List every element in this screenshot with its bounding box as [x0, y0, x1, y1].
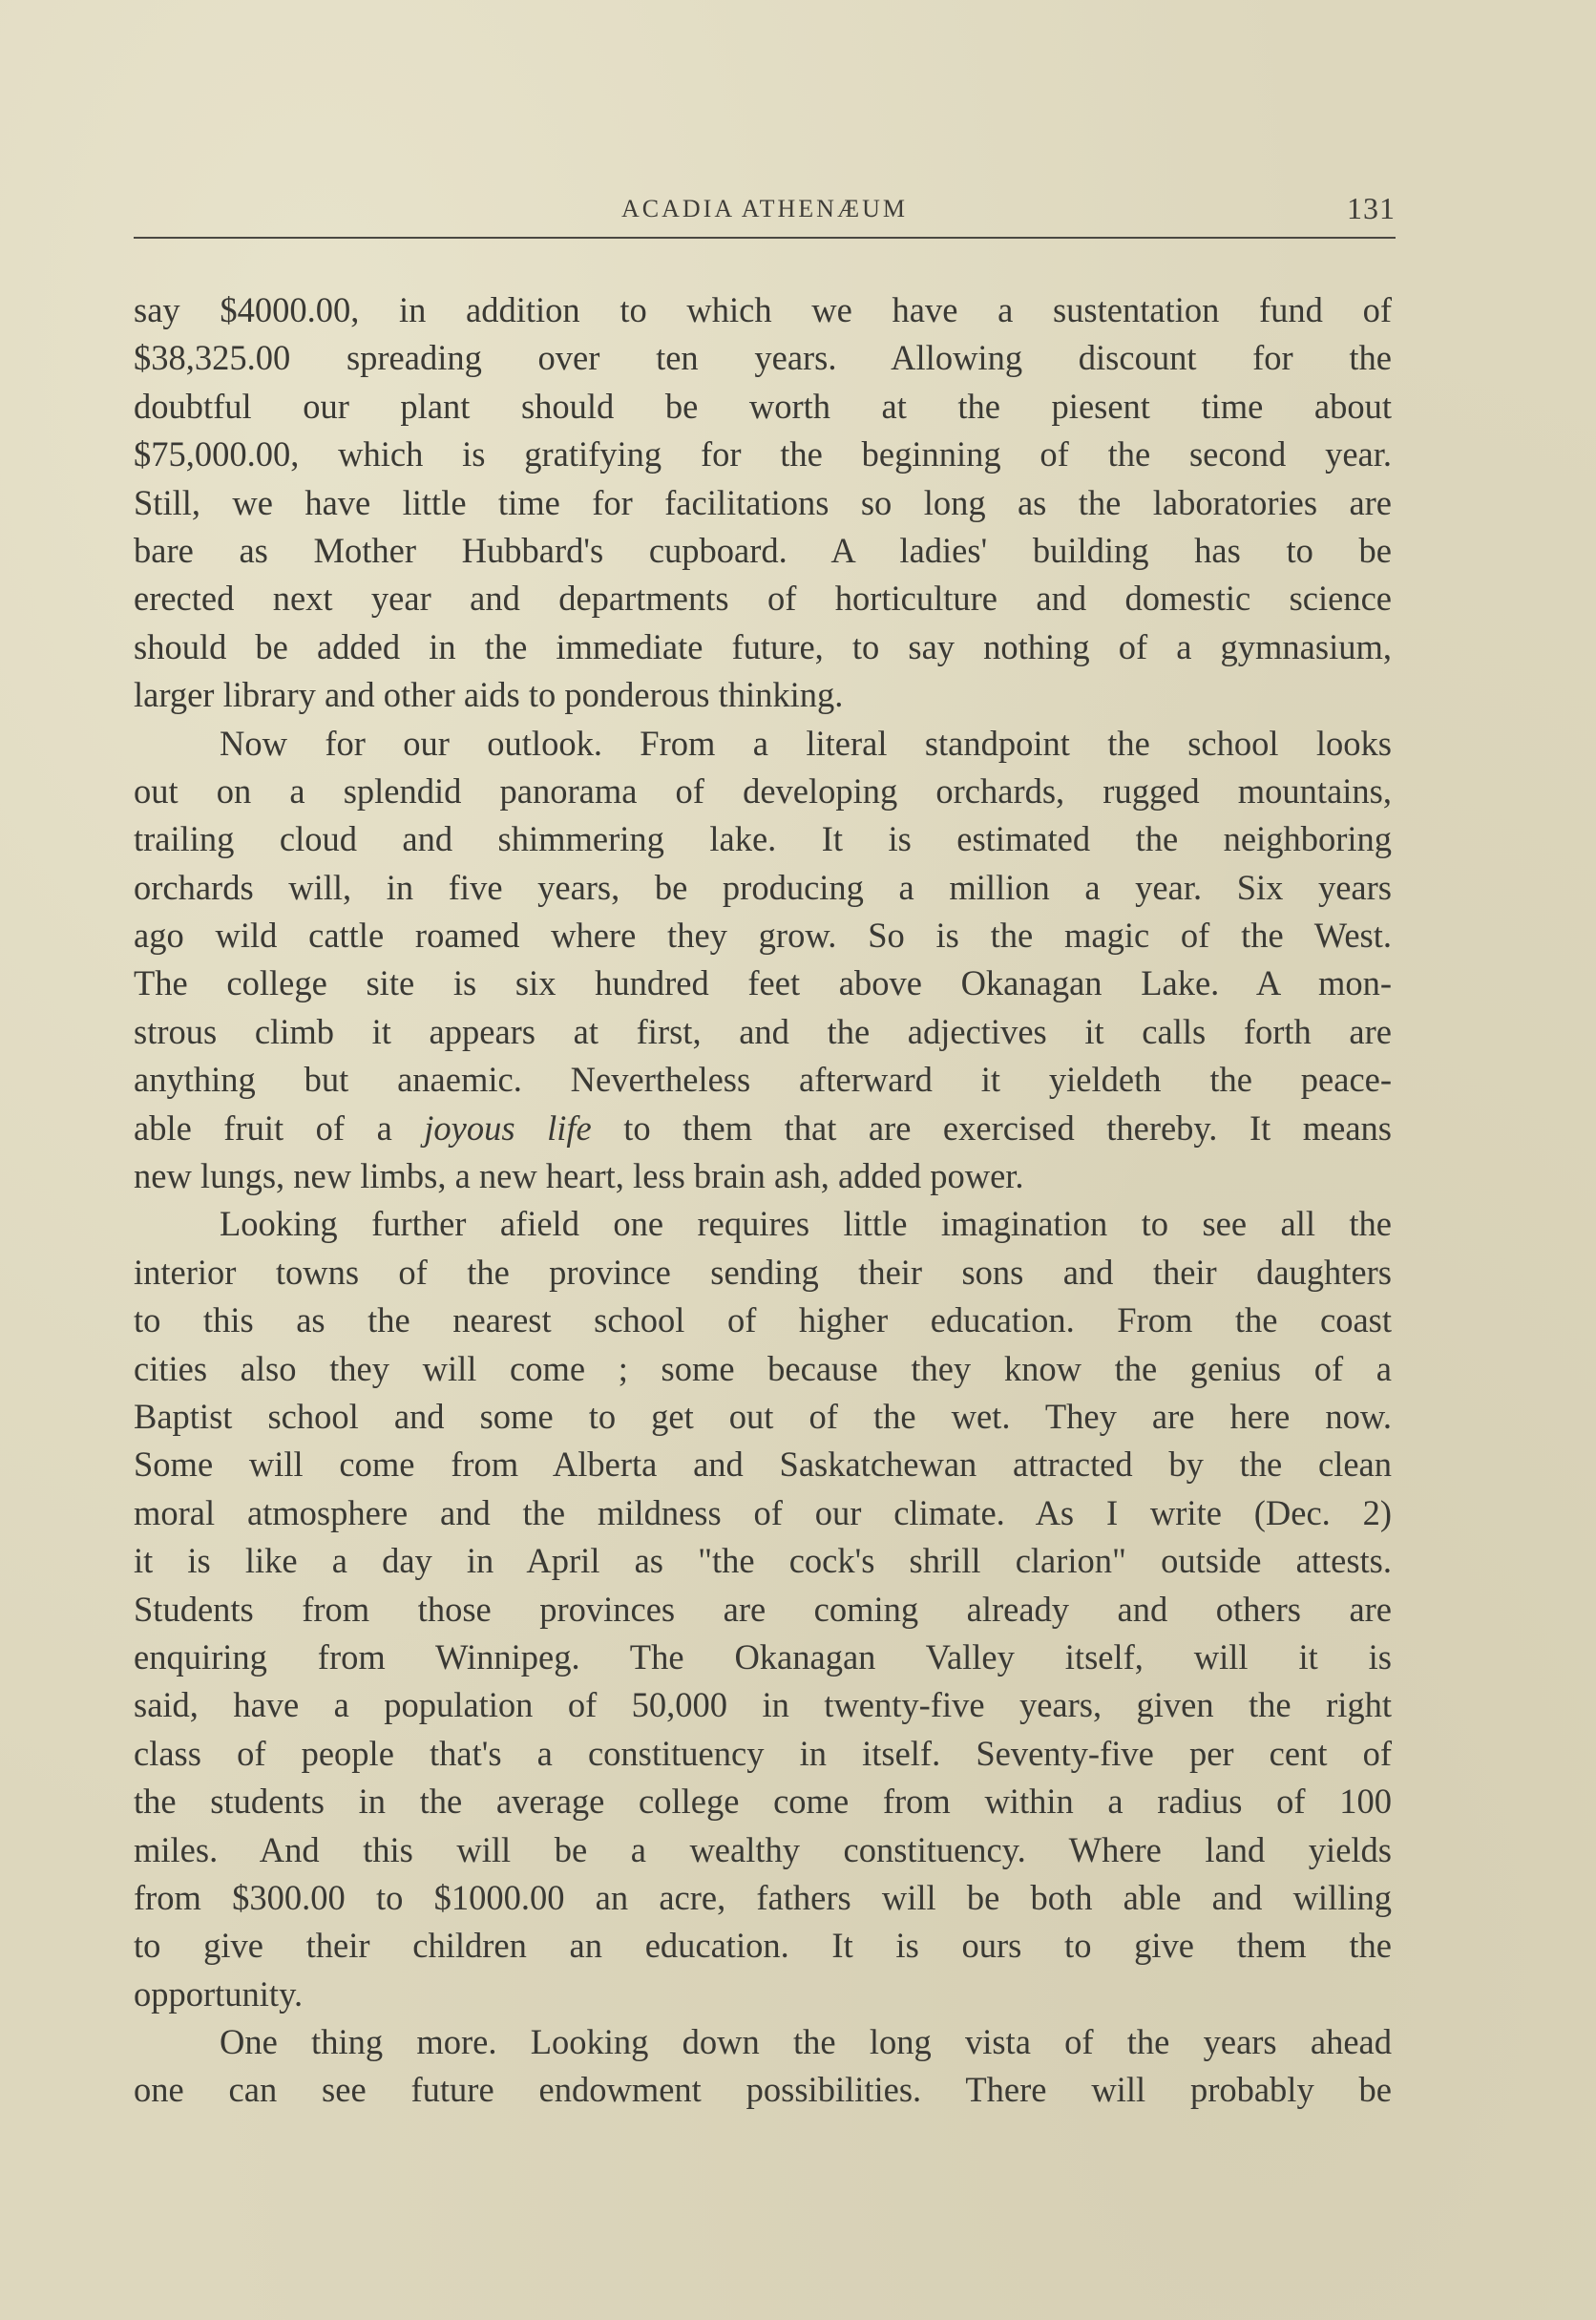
text-line: doubtful our plant should be worth at the piesent time about: [134, 386, 1392, 426]
paragraph-4: [134, 2018, 1392, 2115]
running-title: ACADIA ATHENÆUM: [621, 195, 908, 222]
text-line: say $4000.00, in addition to which we have a sustentation fund of: [134, 290, 1392, 329]
text-line: out on a splendid panorama of developing orchards, rugged mountains,: [134, 770, 1392, 811]
text-line: Still, we have little time for facilitations so long as the laboratories are: [134, 482, 1392, 522]
text-line: new lungs, new limbs, a new heart, less brain ash, added power.: [134, 1156, 1024, 1196]
text-line: said, have a population of 50,000 in twenty-five years, given the right: [134, 1685, 1392, 1725]
text-line: Now for our outlook. From a literal standpoint the school looks: [220, 723, 1392, 763]
text-line: to give their children an education. It is ours to give them the: [134, 1926, 1392, 1966]
text-line: Looking further afield one requires little imagination to see all the: [220, 1204, 1392, 1244]
page-header: [134, 187, 1396, 244]
text-line: strous climb it appears at first, and the adjectives it calls forth are: [134, 1011, 1392, 1051]
text-segment: able fruit of a: [134, 1107, 425, 1148]
text-segment: to them that are exercised thereby. It means: [591, 1107, 1392, 1148]
text-line: one can see future endowment possibilities. There will probably be: [134, 2070, 1392, 2110]
header-rule: [134, 237, 1396, 239]
text-line: enquiring from Winnipeg. The Okanagan Valley itself, will it is: [134, 1636, 1392, 1677]
text-line: moral atmosphere and the mildness of our climate. As I write (Dec. 2): [134, 1492, 1392, 1532]
text-line: One thing more. Looking down the long vista of the years ahead: [220, 2022, 1392, 2062]
text-line: ago wild cattle roamed where they grow. So is the magic of the West.: [134, 916, 1392, 956]
text-line: $75,000.00, which is gratifying for the beginning of the second year.: [134, 434, 1392, 475]
text-line: anything but anaemic. Nevertheless afterward it yieldeth the peace-: [134, 1060, 1392, 1100]
text-line: orchards will, in five years, be producing a million a year. Six years: [134, 867, 1392, 907]
text-line: class of people that's a constituency in itself. Seventy-five per cent of: [134, 1733, 1392, 1773]
text-line: it is like a day in April as "the cock's shrill clarion" outside attests.: [134, 1541, 1392, 1581]
text-line: bare as Mother Hubbard's cupboard. A ladies' building has to be: [134, 530, 1392, 570]
text-line: the students in the average college come from within a radius of 100: [134, 1782, 1392, 1822]
text-line: should be added in the immediate future, to say nothing of a gymnasium,: [134, 626, 1392, 666]
text-line: larger library and other aids to ponderous thinking.: [134, 675, 844, 715]
text-line-with-italic: [134, 1105, 1392, 1152]
paragraph-1: [134, 286, 1392, 720]
text-line: Some will come from Alberta and Saskatchewan attracted by the clean: [134, 1445, 1392, 1485]
text-line: cities also they will come ; some because they know the genius of a: [134, 1348, 1392, 1388]
paragraph-3: [134, 1200, 1392, 2018]
text-line: miles. And this will be a wealthy constituency. Where land yields: [134, 1829, 1392, 1869]
page-number: 131: [1347, 191, 1396, 225]
body-text: [134, 286, 1392, 2115]
text-line: opportunity.: [134, 1973, 304, 2014]
italic-phrase: joyous life: [424, 1107, 592, 1148]
paragraph-2: [134, 720, 1392, 1201]
text-line: interior towns of the province sending their sons and their daughters: [134, 1252, 1392, 1292]
text-line: Baptist school and some to get out of the wet. They are here now.: [134, 1396, 1392, 1436]
text-line: Students from those provinces are coming already and others are: [134, 1589, 1392, 1629]
text-line: to this as the nearest school of higher education. From the coast: [134, 1300, 1392, 1340]
text-line: erected next year and departments of horticulture and domestic science: [134, 579, 1392, 619]
text-line: trailing cloud and shimmering lake. It is estimated the neighboring: [134, 819, 1392, 859]
text-line: from $300.00 to $1000.00 an acre, fathers will be both able and willing: [134, 1877, 1392, 1917]
text-line: The college site is six hundred feet above Okanagan Lake. A mon-: [134, 963, 1392, 1003]
text-line: $38,325.00 spreading over ten years. Allowing discount for the: [134, 338, 1392, 378]
